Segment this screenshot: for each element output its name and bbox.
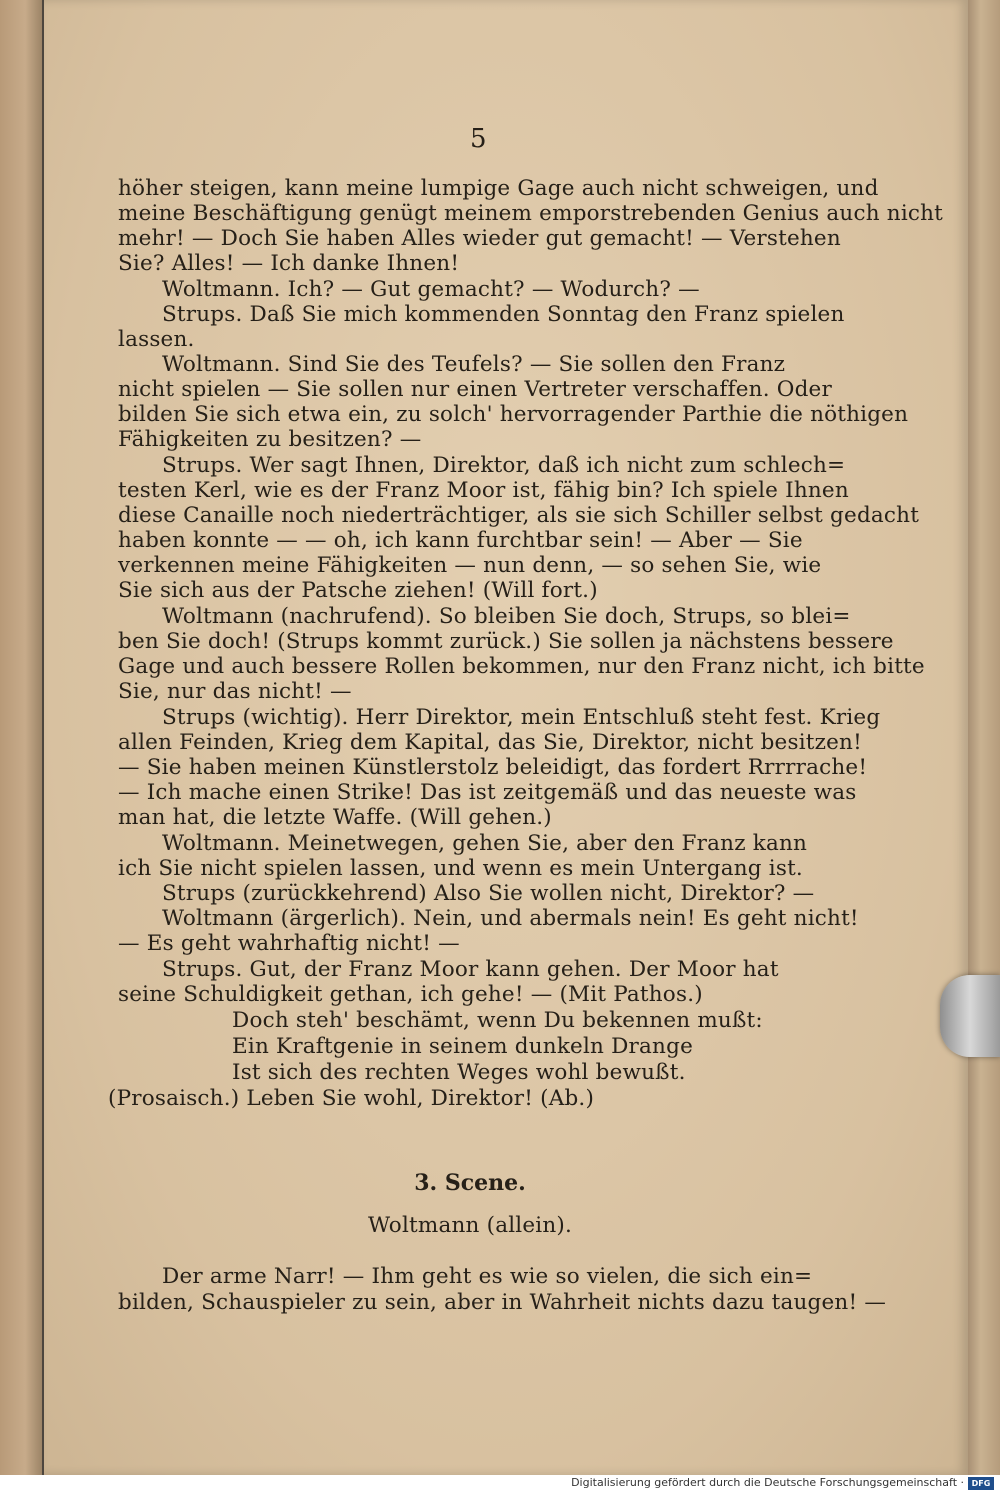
text-line: Gage und auch bessere Rollen bekommen, nur den Franz nicht, ich bitte bbox=[118, 654, 925, 679]
text-line: Strups (zurückkehrend) Also Sie wollen nicht, Direktor? — bbox=[162, 881, 815, 906]
text-line: Strups. Gut, der Franz Moor kann gehen. Der Moor hat bbox=[162, 957, 779, 982]
text-line: lassen. bbox=[118, 327, 195, 352]
text-line: Woltmann (nachrufend). So bleiben Sie doch, Strups, so blei= bbox=[162, 604, 851, 629]
text-line: Woltmann. Meinetwegen, gehen Sie, aber den Franz kann bbox=[162, 831, 808, 856]
text-line: meine Beschäftigung genügt meinem emporstrebenden Genius auch nicht bbox=[118, 201, 944, 226]
text-line: diese Canaille noch niederträchtiger, als sie sich Schiller selbst gedacht bbox=[118, 503, 920, 528]
text-line: Sie, nur das nicht! — bbox=[118, 679, 352, 704]
text-line: Der arme Narr! — Ihm geht es wie so vielen, die sich ein= bbox=[162, 1264, 813, 1289]
text-line: haben konnte — — oh, ich kann furchtbar sein! — Aber — Sie bbox=[118, 528, 803, 553]
text-line: — Ich mache einen Strike! Das ist zeitgemäß und das neueste was bbox=[118, 780, 857, 805]
text-line: Woltmann (ärgerlich). Nein, und abermals nein! Es geht nicht! bbox=[162, 906, 859, 931]
text-line: nicht spielen — Sie sollen nur einen Vertreter verschaffen. Oder bbox=[118, 377, 832, 402]
text-line: — Sie haben meinen Künstlerstolz beleidigt, das fordert Rrrrrache! bbox=[118, 755, 868, 780]
text-line: — Es geht wahrhaftig nicht! — bbox=[118, 931, 460, 956]
left-page-edge bbox=[0, 0, 42, 1475]
text-line: mehr! — Doch Sie haben Alles wieder gut gemacht! — Verstehen bbox=[118, 226, 841, 251]
text-line: verkennen meine Fähigkeiten — nun denn, — so sehen Sie, wie bbox=[118, 553, 822, 578]
text-line: höher steigen, kann meine lumpige Gage auch nicht schweigen, und bbox=[118, 176, 879, 201]
text-line: Sie sich aus der Patsche ziehen! (Will fort.) bbox=[118, 578, 598, 603]
verse-line: Ist sich des rechten Weges wohl bewußt. bbox=[232, 1060, 686, 1085]
text-line: seine Schuldigkeit gethan, ich gehe! — (Mit Pathos.) bbox=[118, 982, 703, 1007]
text-line: man hat, die letzte Waffe. (Will gehen.) bbox=[118, 805, 552, 830]
right-page-edge bbox=[968, 0, 1000, 1475]
footer-credit: Digitalisierung gefördert durch die Deutsche Forschungsgemeinschaft · bbox=[571, 1476, 964, 1489]
text-line: Woltmann. Sind Sie des Teufels? — Sie sollen den Franz bbox=[162, 352, 786, 377]
text-line: Strups. Wer sagt Ihnen, Direktor, daß ich nicht zum schlech= bbox=[162, 453, 846, 478]
verse-line: Doch steh' beschämt, wenn Du bekennen mußt: bbox=[232, 1008, 763, 1033]
dfg-logo-icon: DFG bbox=[968, 1477, 994, 1490]
text-line: allen Feinden, Krieg dem Kapital, das Sie, Direktor, nicht besitzen! bbox=[118, 730, 862, 755]
text-line: ich Sie nicht spielen lassen, und wenn es mein Untergang ist. bbox=[118, 856, 803, 881]
scene-subheading: Woltmann (allein). bbox=[367, 1213, 573, 1238]
text-line: Woltmann. Ich? — Gut gemacht? — Wodurch? — bbox=[162, 277, 700, 302]
scene-heading: 3. Scene. bbox=[414, 1170, 526, 1196]
text-line: Strups (wichtig). Herr Direktor, mein Entschluß steht fest. Krieg bbox=[162, 705, 881, 730]
thumb-tab bbox=[940, 975, 1000, 1057]
text-line: (Prosaisch.) Leben Sie wohl, Direktor! (Ab.) bbox=[108, 1086, 595, 1111]
text-line: Strups. Daß Sie mich kommenden Sonntag den Franz spielen bbox=[162, 302, 845, 327]
verse-line: Ein Kraftgenie in seinem dunkeln Drange bbox=[232, 1034, 693, 1059]
text-line: Fähigkeiten zu besitzen? — bbox=[118, 427, 422, 452]
footer-bar bbox=[0, 1475, 1000, 1492]
text-line: bilden, Schauspieler zu sein, aber in Wahrheit nichts dazu taugen! — bbox=[118, 1290, 887, 1315]
text-line: testen Kerl, wie es der Franz Moor ist, fähig bin? Ich spiele Ihnen bbox=[118, 478, 849, 503]
text-line: bilden Sie sich etwa ein, zu solch' hervorragender Parthie die nöthigen bbox=[118, 402, 909, 427]
text-line: Sie? Alles! — Ich danke Ihnen! bbox=[118, 251, 460, 276]
text-line: ben Sie doch! (Strups kommt zurück.) Sie sollen ja nächstens bessere bbox=[118, 629, 894, 654]
page-number: 5 bbox=[470, 124, 487, 154]
